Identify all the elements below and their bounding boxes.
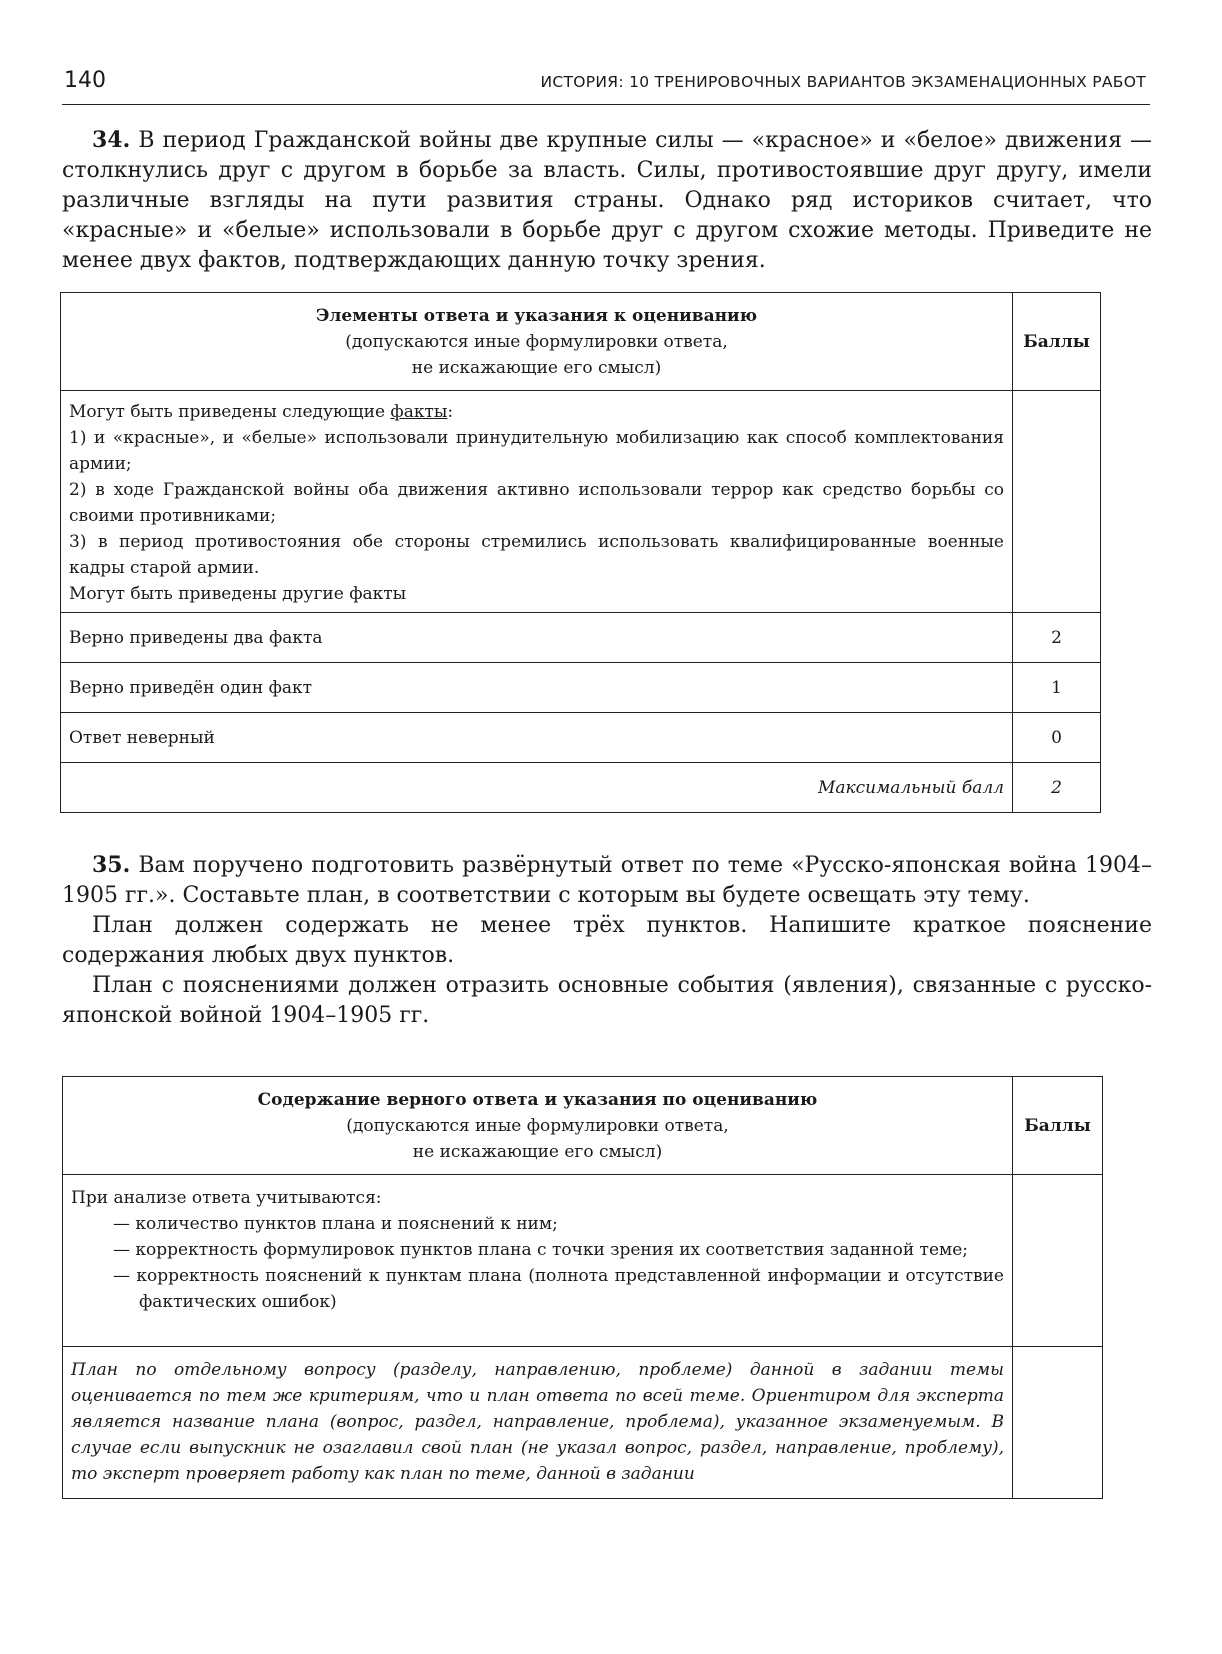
max-score-row <box>61 763 1101 813</box>
fact-item: 3) в период противостояния обе стороны стремились использовать квалифицированные военные кадры старой армии. <box>69 532 1004 578</box>
note-score-cell <box>1013 1347 1103 1499</box>
analysis-cell <box>63 1175 1013 1347</box>
points-header: Баллы <box>1013 1077 1103 1175</box>
evaluation-note: План по отдельному вопросу (разделу, направлению, проблеме) данной в задании темы оценивается по тем же критериям, что и план ответа по всей теме. Ориентиром для эксперта является название плана (вопрос, раздел, направление, проблема), указанное экзаменуемым. В случае если выпускник не озаглавил свой план (не указал вопрос, раздел, направление, проблему), то эксперт проверяет работу как план по теме, данной в задании <box>63 1347 1013 1499</box>
criteria-header <box>63 1077 1013 1175</box>
analysis-intro: При анализе ответа учитываются: <box>71 1188 382 1208</box>
criteria-header-title: Элементы ответа и указания к оцениванию <box>315 305 758 326</box>
criterion-label: Верно приведён один факт <box>61 663 1013 713</box>
criterion-label: Верно приведены два факта <box>61 613 1013 663</box>
task-35-paragraph-3: План с пояснениями должен отразить основные события (явления), связанные с русско-японской войной 1904–1905 гг. <box>62 973 1152 1028</box>
page-header <box>62 60 1150 105</box>
task-35-paragraph-2: План должен содержать не менее трёх пунктов. Напишите краткое пояснение содержания любых двух пунктов. <box>62 913 1152 968</box>
analysis-list <box>71 1211 1004 1315</box>
task-34-number: 34. <box>92 127 131 153</box>
table-row <box>61 663 1101 713</box>
analysis-row <box>63 1175 1103 1347</box>
running-title: ИСТОРИЯ: 10 ТРЕНИРОВОЧНЫХ ВАРИАНТОВ ЭКЗАМЕНАЦИОННЫХ РАБОТ <box>540 73 1146 91</box>
facts-row <box>61 391 1101 613</box>
criteria-header <box>61 293 1013 391</box>
max-score-value: 2 <box>1013 763 1101 813</box>
facts-outro: Могут быть приведены другие факты <box>69 584 407 604</box>
table-header-row <box>61 293 1101 391</box>
table-row <box>61 613 1101 663</box>
facts-intro: Могут быть приведены следующие факты: <box>69 402 454 422</box>
list-item: — корректность формулировок пунктов плана с точки зрения их соответствия заданной теме; <box>71 1237 1004 1263</box>
criteria-header-line2: (допускаются иные формулировки ответа, <box>345 331 728 352</box>
task-35 <box>62 850 1152 1031</box>
max-score-label: Максимальный балл <box>61 763 1013 813</box>
table-header-row <box>63 1077 1103 1175</box>
note-row <box>63 1347 1103 1499</box>
criterion-score: 2 <box>1013 613 1101 663</box>
task-34-text <box>62 125 1152 276</box>
fact-item: 1) и «красные», и «белые» использовали принудительную мобилизацию как способ комплектования армии; <box>69 428 1004 474</box>
task-35-criteria-table <box>62 1076 1103 1499</box>
table-row <box>61 713 1101 763</box>
criteria-header-line3: не искажающие его смысл) <box>411 357 662 378</box>
list-item: — количество пунктов плана и пояснений к ним; <box>71 1211 1004 1237</box>
criteria-header-title: Содержание верного ответа и указания по оцениванию <box>257 1089 818 1110</box>
task-34-body: В период Гражданской войны две крупные силы — «красное» и «белое» движения — столкнулись друг с другом в борьбе за власть. Силы, противостоявшие друг другу, имели различные взгляды на пути развития страны. Однако ряд историков считает, что «красные» и «белые» использовали в борьбе друг с другом схожие методы. Приведите не менее двух фактов, подтверждающих данную точку зрения. <box>62 128 1152 273</box>
task-34-criteria-table <box>60 292 1101 813</box>
task-35-p1: Вам поручено подготовить развёрнутый ответ по теме «Русско-японская война 1904–1905 гг.». Составьте план, в соответствии с которым вы будете освещать эту тему. <box>62 853 1152 908</box>
facts-score-cell <box>1013 391 1101 613</box>
page-number: 140 <box>64 68 106 93</box>
fact-item: 2) в ходе Гражданской войны оба движения активно использовали террор как средство борьбы со своими противниками; <box>69 480 1004 526</box>
task-34 <box>62 125 1152 276</box>
criteria-header-line2: (допускаются иные формулировки ответа, <box>346 1115 729 1136</box>
task-35-paragraph-1 <box>62 850 1152 911</box>
criteria-header-line3: не искажающие его смысл) <box>412 1141 663 1162</box>
analysis-score-cell <box>1013 1175 1103 1347</box>
facts-cell <box>61 391 1013 613</box>
list-item: — корректность пояснений к пунктам плана (полнота представленной информации и отсутствие фактических ошибок) <box>71 1263 1004 1315</box>
task-35-number: 35. <box>92 852 131 878</box>
criterion-label: Ответ неверный <box>61 713 1013 763</box>
criterion-score: 0 <box>1013 713 1101 763</box>
points-header: Баллы <box>1013 293 1101 391</box>
criterion-score: 1 <box>1013 663 1101 713</box>
